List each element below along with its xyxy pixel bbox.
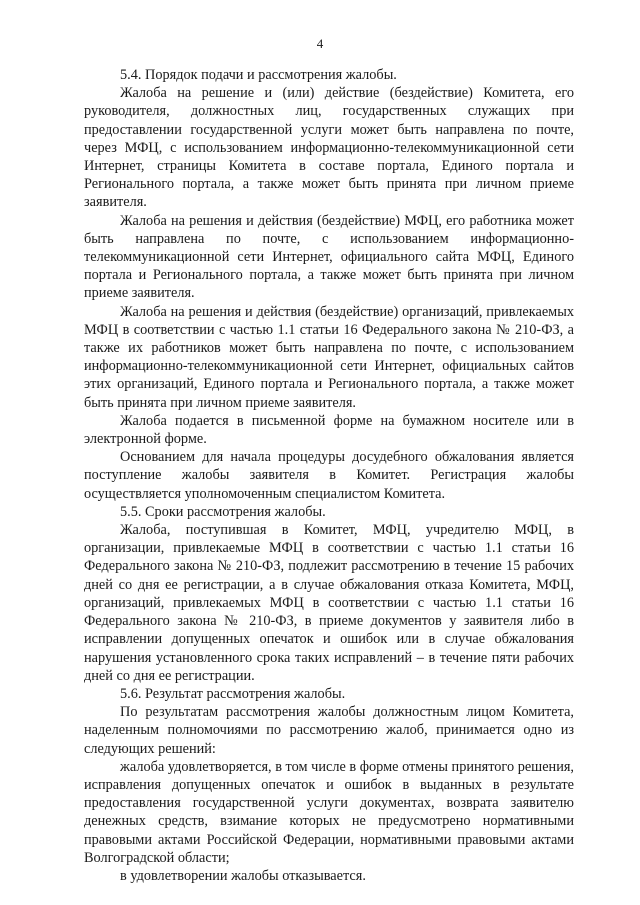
page-number: 4 [316, 36, 324, 51]
section-heading-5-4: 5.4. Порядок подачи и рассмотрения жалобы. [120, 67, 397, 83]
paragraph-complaint-mfc: Жалоба на решения и действия (бездействие) МФЦ, его работника может быть направлена по почте, с использованием информационно-телекоммуникационной сети Интернет, официального сайта МФЦ, Единого портала и Регионального портала, а также может быть принята при личном приеме заявителя. [84, 212, 574, 302]
section-heading-5-6: 5.6. Результат рассмотрения жалобы. [120, 685, 346, 702]
paragraph-complaint-basis: Основанием для начала процедуры досудебного обжалования является поступление жалобы заявителя в Комитет. Регистрация жалобы осуществляется уполномоченным специалистом Комитета. [84, 449, 574, 502]
paragraph-complaint-organizations: Жалоба на решения и действия (бездействие) организаций, привлекаемых МФЦ в соответствии с частью 1.1 статьи 16 Федерального закона № 210-ФЗ, а также их работников может быть направлена по почте, с использованием информационно-телекоммуникационной сети Интернет, официальных сайтов этих организаций, Единого портала и Регионального портала, а также может быть принята при личном приеме заявителя. [84, 303, 574, 411]
paragraph-review-results: По результатам рассмотрения жалобы должностным лицом Комитета, наделенным полномочиями по рассмотрению жалоб, принимается одно из следующих решений: [84, 704, 574, 757]
paragraph-complaint-rejected: в удовлетворении жалобы отказывается. [120, 867, 366, 884]
section-heading-5-5: 5.5. Сроки рассмотрения жалобы. [120, 503, 326, 520]
paragraph-complaint-committee: Жалоба на решение и (или) действие (бездействие) Комитета, его руководителя, должностных лиц, государственных служащих при предоставлении государственной услуги может быть направлена по почте, через МФЦ, с использованием информационно-телекоммуникационной сети Интернет, страницы Комитета в составе портала, Единого портала и Регионального портала, а также может быть принята при личном приеме заявителя. [84, 85, 574, 211]
paragraph-complaint-form: Жалоба подается в письменной форме на бумажном носителе или в электронной форме. [84, 412, 574, 448]
paragraph-complaint-satisfied: жалоба удовлетворяется, в том числе в форме отмены принятого решения, исправления допущенных опечаток и ошибок в выданных в результате предоставления государственной услуги документах, возврата заявителю денежных средств, взимание которых не предусмотрено нормативными правовыми актами Российской Федерации, нормативными правовыми актами Волгоградской области; [84, 758, 574, 866]
document-body [84, 66, 574, 885]
paragraph-review-terms: Жалоба, поступившая в Комитет, МФЦ, учредителю МФЦ, в организации, привлекаемые МФЦ в соответствии с частью 1.1 статьи 16 Федерального закона № 210-ФЗ, подлежит рассмотрению в течение 15 рабочих дней со дня ее регистрации, а в случае обжалования отказа Комитета, МФЦ, организаций, привлекаемых МФЦ в соответствии с частью 1.1 статьи 16 Федерального закона № 210-ФЗ, в приеме документов у заявителя либо в исправлении допущенных опечаток и ошибок или в случае обжалования нарушения установленного срока таких исправлений – в течение пяти рабочих дней со дня ее регистрации. [84, 522, 574, 684]
